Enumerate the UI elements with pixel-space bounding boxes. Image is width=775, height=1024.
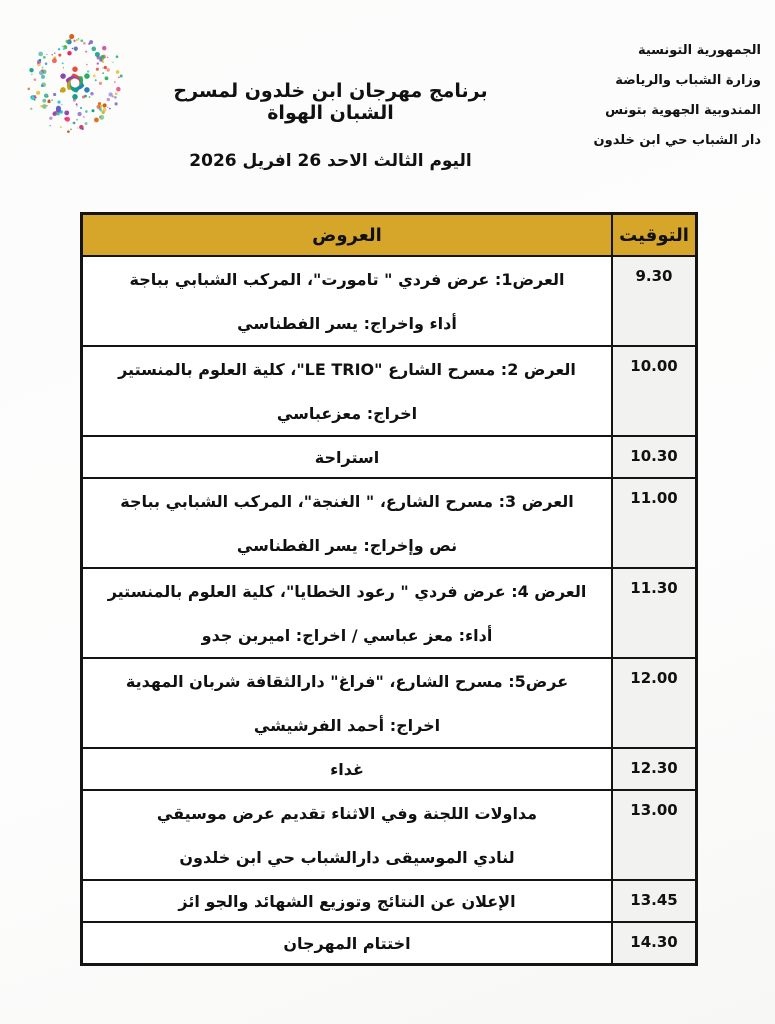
- show-line: أداء: معز عباسي / اخراج: اميربن جدو: [201, 625, 493, 645]
- show-cell: [82, 478, 613, 568]
- org-line-ministry: وزارة الشباب والرياضة: [615, 73, 761, 88]
- time-cell: 11.30: [612, 568, 697, 658]
- time-cell: 10.00: [612, 346, 697, 436]
- title-block: [148, 80, 513, 171]
- table-row: [82, 346, 697, 436]
- show-line: نص وإخراج: يسر الفطناسي: [236, 535, 458, 555]
- show-line: العرض 3: مسرح الشارع، " الغنجة"، المركب الشبابي بباجة: [120, 491, 574, 511]
- show-line: لنادي الموسيقى دارالشباب حي ابن خلدون: [179, 847, 515, 867]
- show-cell: [82, 568, 613, 658]
- table-row: [82, 658, 697, 748]
- table-row: [82, 880, 697, 922]
- document-header: [0, 0, 775, 212]
- show-line: العرض 4: عرض فردي " رعود الخطايا"، كلية العلوم بالمنستير: [107, 581, 587, 601]
- time-cell: 14.30: [612, 922, 697, 965]
- column-header-shows: العروض: [82, 214, 613, 257]
- table-row: [82, 436, 697, 478]
- org-line-republic: الجمهورية التونسية: [637, 43, 761, 58]
- show-cell: [82, 880, 613, 922]
- show-line: اخراج: أحمد الفرشيشي: [253, 715, 441, 735]
- show-cell: [82, 346, 613, 436]
- time-cell: 9.30: [612, 256, 697, 346]
- show-line: اخراج: معزعباسي: [276, 403, 418, 423]
- show-line: العرض 2: مسرح الشارع "LE TRIO"، كلية العلوم بالمنستير: [118, 359, 576, 379]
- time-cell: 10.30: [612, 436, 697, 478]
- table-row: [82, 256, 697, 346]
- show-line: عرض5: مسرح الشارع، "فراغ" دارالثقافة شربان المهدية: [125, 671, 569, 691]
- column-header-time: التوقيت: [612, 214, 697, 257]
- org-line-delegation: المندوبية الجهوية بتونس: [605, 103, 761, 118]
- festival-logo: [22, 30, 128, 136]
- time-cell: 12.30: [612, 748, 697, 790]
- table-row: [82, 568, 697, 658]
- time-cell: 11.00: [612, 478, 697, 568]
- program-table: [80, 212, 698, 966]
- show-cell: [82, 922, 613, 965]
- org-header-block: [594, 36, 761, 156]
- table-row: [82, 748, 697, 790]
- time-cell: 12.00: [612, 658, 697, 748]
- show-line: أداء واخراج: يسر الفطناسي: [237, 313, 457, 333]
- show-cell: [82, 436, 613, 478]
- show-line: مداولات اللجنة وفي الاثناء تقديم عرض موسيقي: [156, 803, 538, 823]
- table-row: [82, 922, 697, 965]
- show-cell: [82, 748, 613, 790]
- show-cell: [82, 790, 613, 880]
- org-line-youthhouse: دار الشباب حي ابن خلدون: [593, 133, 761, 148]
- page-title: برنامج مهرجان ابن خلدون لمسرح الشبان الهواة: [173, 80, 488, 124]
- table-row: [82, 790, 697, 880]
- table-row: [82, 478, 697, 568]
- show-cell: [82, 256, 613, 346]
- time-cell: 13.45: [612, 880, 697, 922]
- page-subtitle: اليوم الثالث الاحد 26 افريل 2026: [189, 151, 472, 171]
- show-line: اختتام المهرجان: [283, 933, 411, 953]
- table-header-row: [82, 214, 697, 257]
- festival-logo-icon: [22, 30, 128, 136]
- show-line: استراحة: [314, 447, 380, 467]
- show-cell: [82, 658, 613, 748]
- show-line: الإعلان عن النتائج وتوزيع الشهائد والجو ائز: [178, 891, 516, 911]
- show-line: العرض1: عرض فردي " تامورت"، المركب الشبابي بباجة: [129, 269, 565, 289]
- time-cell: 13.00: [612, 790, 697, 880]
- show-line: غداء: [330, 759, 364, 779]
